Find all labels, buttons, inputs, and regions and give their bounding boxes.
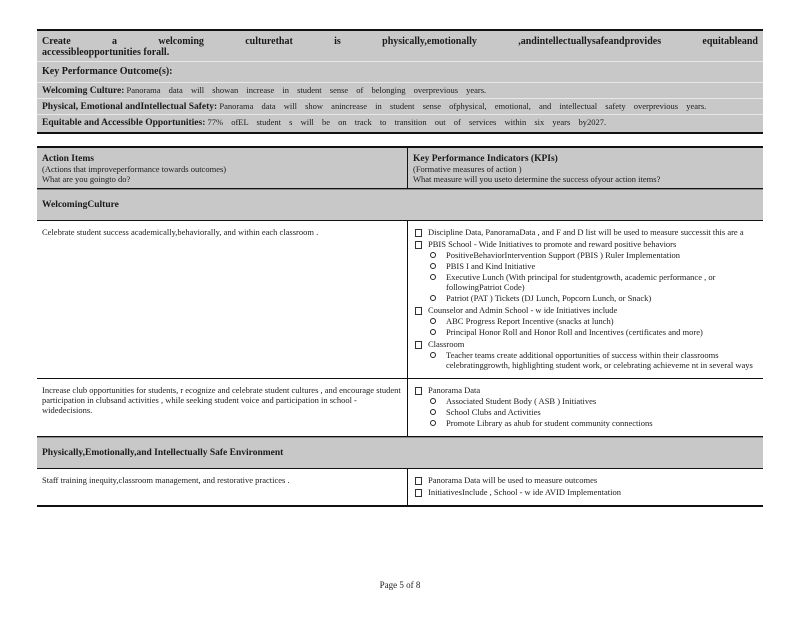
action-items-sub2: What are you goingto do? bbox=[42, 174, 131, 184]
action-items-sub1: (Actions that improveperformance towards outcomes) bbox=[42, 164, 227, 174]
sub-list-item: School Clubs and Activities bbox=[428, 407, 758, 417]
welcoming-label: Welcoming Culture: bbox=[42, 86, 125, 96]
page-number: Page 5 of 8 bbox=[379, 580, 421, 590]
goal-line-1: Create a welcoming culturethat is physically,emotionally ,andintellectuallysafeandprovides equitableand bbox=[42, 36, 758, 47]
list-item: Panorama Data will be used to measure outcomes bbox=[413, 475, 758, 485]
sub-list-item: PositiveBehaviorIntervention Support (PBIS ) Ruler Implementation bbox=[428, 250, 758, 260]
kpo-label: Key Performance Outcome(s): bbox=[37, 61, 763, 82]
kpi-cell bbox=[408, 221, 763, 378]
goal-statement bbox=[37, 31, 763, 61]
list-item bbox=[413, 385, 758, 428]
sub-list-item: Associated Student Body ( ASB ) Initiatives bbox=[428, 396, 758, 406]
equitable-text: 77% ofEL student s will be on track to transition out of services within six years by2027. bbox=[207, 117, 607, 127]
table-row bbox=[37, 221, 763, 379]
list-item bbox=[413, 305, 758, 337]
document-page bbox=[37, 29, 763, 507]
sub-list-item: Executive Lunch (With principal for studentgrowth, academic performance , or followingPatriot Code) bbox=[428, 272, 758, 292]
action-cell: Increase club opportunities for students, r ecognize and celebrate student cultures , and encourage student participation in clubsand activities , while seeking student voice and participation in school -widedecisions. bbox=[37, 379, 408, 436]
sub-list-item: Principal Honor Roll and Honor Roll and Incentives (certificates and more) bbox=[428, 327, 758, 337]
kpi-sub1: (Formative measures of action ) bbox=[413, 164, 522, 174]
equitable-outcome bbox=[37, 114, 763, 134]
sub-list-item: PBIS I and Kind Initiative bbox=[428, 261, 758, 271]
list-item bbox=[413, 339, 758, 370]
list-item-label: Counselor and Admin School - w ide Initiatives include bbox=[428, 305, 618, 315]
goal-block bbox=[37, 29, 763, 134]
table-header-row bbox=[37, 146, 763, 189]
safety-text: Panorama data will show anincrease in student sense ofphysical, emotional, and intellectual safety overprevious years. bbox=[219, 101, 707, 111]
list-item: InitiativesInclude , School - w ide AVID Implementation bbox=[413, 487, 758, 497]
sub-list-item: Teacher teams create additional opportunities of success within their classrooms celebratinggrowth, highlighting student work, or celebrating achieveme nt in several ways bbox=[428, 350, 758, 370]
equitable-label: Equitable and Accessible Opportunities: bbox=[42, 118, 206, 128]
sub-list-item: ABC Progress Report Incentive (snacks at lunch) bbox=[428, 316, 758, 326]
list-item: Discipline Data, PanoramaData , and F and D list will be used to measure successit this are a bbox=[413, 227, 758, 237]
table-row bbox=[37, 379, 763, 437]
list-item bbox=[413, 239, 758, 303]
list-item-label: Panorama Data bbox=[428, 385, 481, 395]
section-welcoming-culture: WelcomingCulture bbox=[37, 189, 763, 221]
list-item-label: PBIS School - Wide Initiatives to promote and reward positive behaviors bbox=[428, 239, 677, 249]
list-item-label: Classroom bbox=[428, 339, 465, 349]
sub-list-item: Patriot (PAT ) Tickets (DJ Lunch, Popcorn Lunch, or Snack) bbox=[428, 293, 758, 303]
table-row bbox=[37, 469, 763, 507]
kpi-title: Key Performance Indicators (KPIs) bbox=[413, 154, 558, 164]
action-cell: Celebrate student success academically,behaviorally, and within each classroom . bbox=[37, 221, 408, 378]
welcoming-text: Panorama data will showan increase in student sense of belonging overprevious years. bbox=[126, 85, 487, 95]
kpi-header bbox=[408, 148, 763, 188]
kpi-cell bbox=[408, 469, 763, 505]
goal-line-2: accessibleopportunities forall. bbox=[42, 47, 170, 58]
section-safe-environment: Physically,Emotionally,and Intellectually Safe Environment bbox=[37, 437, 763, 469]
action-items-title: Action Items bbox=[42, 154, 94, 164]
sub-list-item: Promote Library as ahub for student community connections bbox=[428, 418, 758, 428]
kpi-cell bbox=[408, 379, 763, 436]
action-cell: Staff training inequity,classroom management, and restorative practices . bbox=[37, 469, 408, 505]
safety-label: Physical, Emotional andIntellectual Safety: bbox=[42, 102, 218, 112]
action-items-header bbox=[37, 148, 408, 188]
safety-outcome bbox=[37, 98, 763, 114]
kpi-sub2: What measure will you useto determine the success ofyour action items? bbox=[413, 174, 661, 184]
welcoming-outcome bbox=[37, 82, 763, 98]
